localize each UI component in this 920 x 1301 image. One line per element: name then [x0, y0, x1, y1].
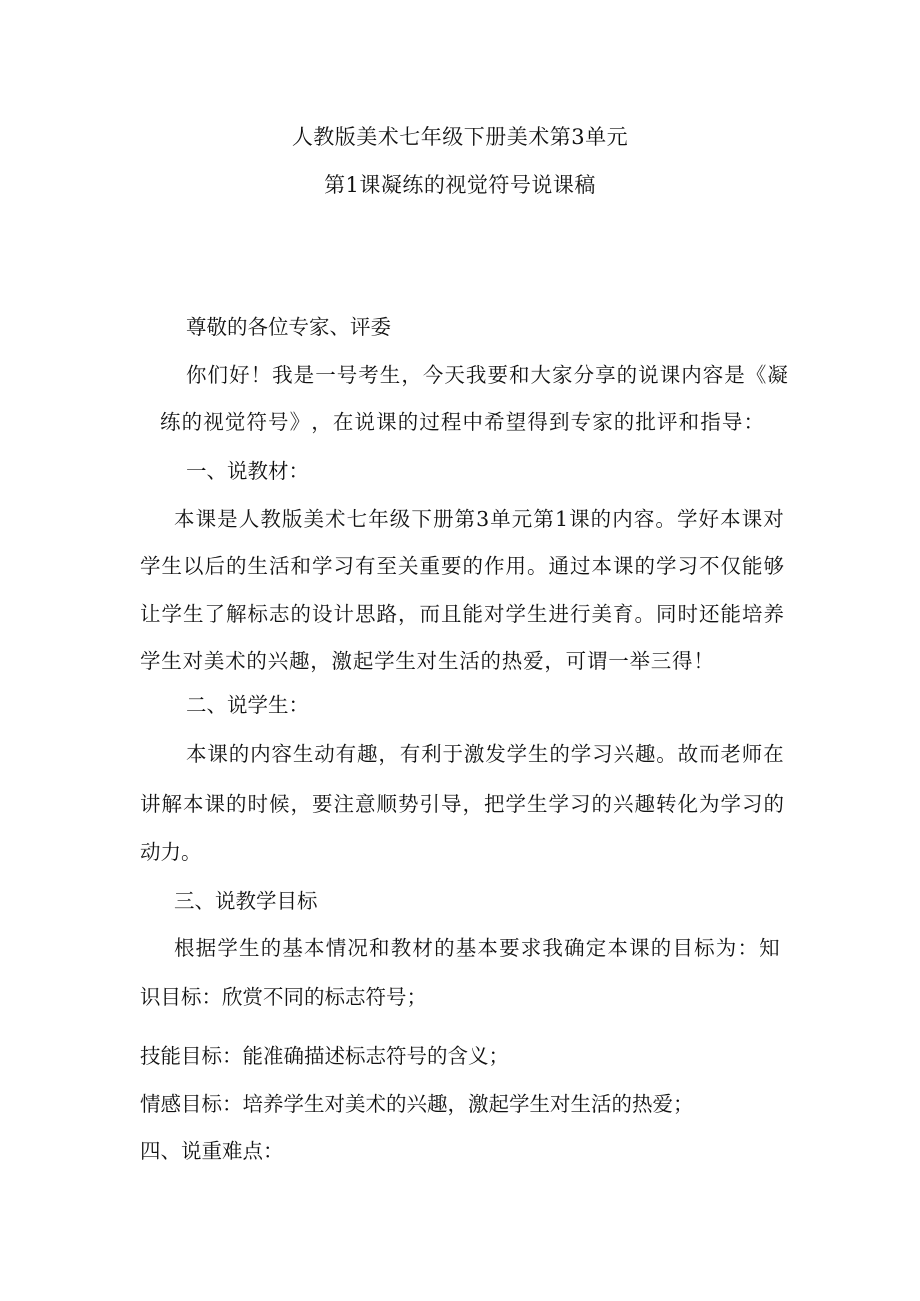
salutation-line: 尊敬的各位专家、评委	[186, 315, 391, 339]
paragraph-line: 技能目标：能准确描述标志符号的含义；	[140, 1044, 509, 1068]
document-title-line-2: 第1课凝练的视觉符号说课稿	[324, 173, 596, 197]
section-heading-1: 一、说教材：	[186, 459, 309, 483]
section-heading-2: 二、说学生：	[186, 693, 309, 717]
paragraph-line: 动力。	[140, 840, 202, 864]
section-heading-4: 四、说重难点：	[140, 1139, 284, 1163]
paragraph-line: 本 课 是 人 教 版 美 术 七 年 级 下 册 第 3 单 元 第 1 课 的 内 容 。 学 好 本 课 对	[174, 507, 784, 531]
section-heading-3: 三、说教学目标	[174, 889, 318, 913]
paragraph-line: 你 们 好 ！ 我 是 一 号 考 生 ， 今 天 我 要 和 大 家 分 享 的 说 课 内 容 是 《 凝	[186, 363, 788, 387]
paragraph-line: 识目标：欣赏不同的标志符号；	[140, 985, 427, 1009]
paragraph-line: 本 课 的 内 容 生 动 有 趣 ， 有 利 于 激 发 学 生 的 学 习 兴 趣 。 故 而 老 师 在	[186, 742, 784, 766]
document-title-line-1: 人教版美术七年级下册美术第3单元	[291, 125, 629, 149]
paragraph-line: 学 生 以 后 的 生 活 和 学 习 有 至 关 重 要 的 作 用 。 通 过 本 课 的 学 习 不 仅 能 够	[140, 554, 784, 578]
paragraph-line: 练 的 视 觉 符 号 》 ， 在 说 课 的 过 程 中 希 望 得 到 专 家 的 批 评 和 指 导 ：	[160, 410, 764, 434]
paragraph-line: 情感目标：培养学生对美术的兴趣，激起学生对生活的热爱；	[140, 1092, 694, 1116]
paragraph-line: 根 据 学 生 的 基 本 情 况 和 教 材 的 基 本 要 求 我 确 定 本 课 的 目 标 为 ： 知	[174, 936, 780, 960]
paragraph-line: 让 学 生 了 解 标 志 的 设 计 思 路 ， 而 且 能 对 学 生 进 行 美 育 。 同 时 还 能 培 养	[140, 602, 784, 626]
paragraph-line: 讲 解 本 课 的 时 候 ， 要 注 意 顺 势 引 导 ， 把 学 生 学 习 的 兴 趣 转 化 为 学 习 的	[140, 792, 784, 816]
paragraph-line: 学 生 对 美 术 的 兴 趣 ， 激 起 学 生 对 生 活 的 热 爱 ， 可 谓 一 举 三 得 ！	[140, 649, 714, 673]
